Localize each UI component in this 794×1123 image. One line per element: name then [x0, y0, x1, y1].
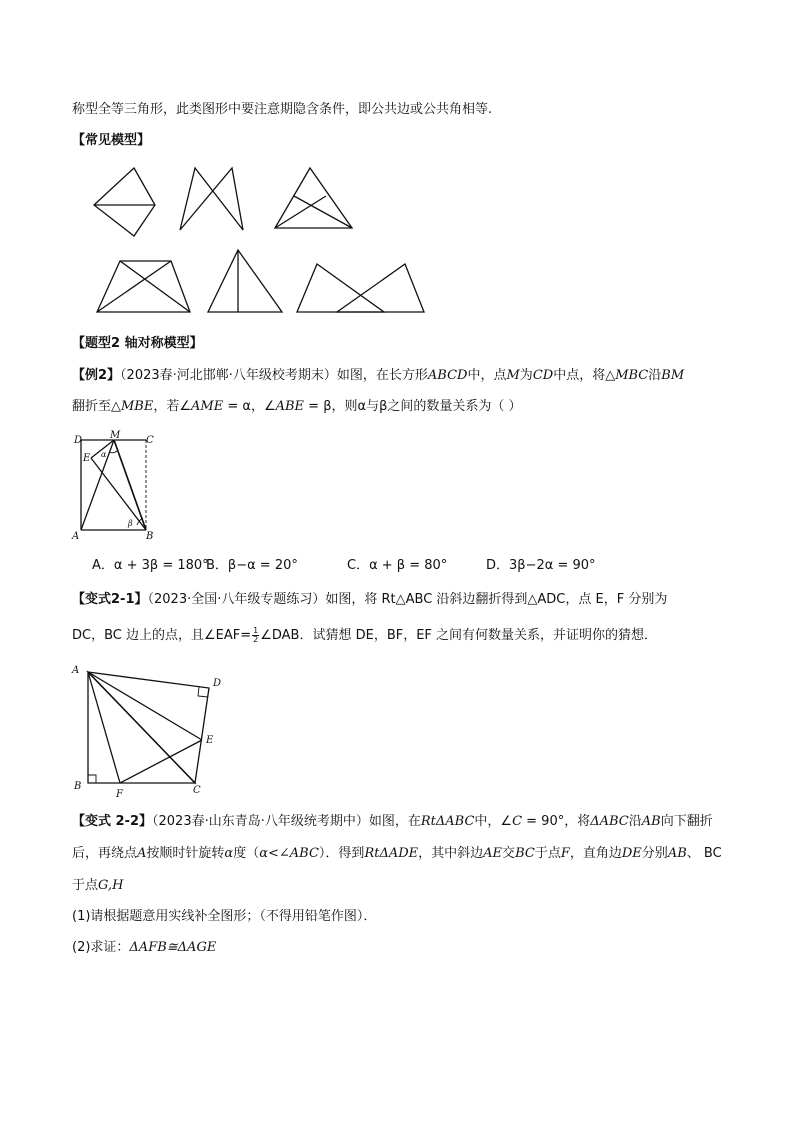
label-B: B [146, 531, 154, 542]
variant22-line3: 于点G,H [72, 878, 124, 893]
example2-line1: 【例2】（2023春·河北邯郸·八年级校考期末）如图，在长方形ABCD中，点M为CD中点，将△MBC沿BM [72, 368, 685, 383]
label-E2: E [206, 735, 214, 746]
variant22-tag: 【变式 2-2】 [72, 814, 153, 829]
label-F2: F [116, 789, 123, 800]
common-models-header: 【常见模型】 [72, 133, 151, 148]
label-A: A [72, 531, 80, 542]
variant22-q2: (2)求证：ΔAFB≅ΔAGE [72, 940, 217, 955]
label-C: C [146, 435, 154, 446]
variant22-line2: 后，再绕点A按顺时针旋转α度（α<∠ABC）．得到RtΔADE，其中斜边AE交BC于点F，直角边DE分别AB、 BC [72, 846, 722, 861]
variant22-q1: (1)请根据题意用实线补全图形；（不得用铅笔作图）． [72, 909, 377, 924]
option-b: B．β−α = 20° [206, 558, 298, 573]
option-a: A．α + 3β = 180° [92, 558, 209, 573]
option-c: C．α + β = 80° [347, 558, 448, 573]
label-beta: β [128, 519, 133, 528]
label-D2: D [213, 678, 222, 689]
variant21-tag: 【变式2-1】 [72, 592, 148, 607]
label-A2: A [72, 665, 80, 676]
intro-text: 称型全等三角形，此类图形中要注意期隐含条件，即公共边或公共角相等. [72, 102, 493, 117]
label-E: E [83, 453, 91, 464]
variant22-line1: 【变式 2-2】（2023春·山东青岛·八年级统考期中）如图，在RtΔABC中，∠C = 90°，将ΔABC沿AB向下翻折 [72, 814, 713, 829]
variant21-line1: 【变式2-1】（2023·全国·八年级专题练习）如图，将 Rt△ABC 沿斜边翻折得到△ADC，点 E，F 分别为 [72, 592, 668, 607]
label-D: D [74, 435, 83, 446]
label-B2: B [74, 781, 82, 792]
variant21-line2: DC，BC 边上的点，且∠EAF= $\frac{1}{2}$ ∠DAB．试猜想 DE，BF，EF 之间有何数量关系，并证明你的猜想． [72, 626, 658, 644]
topic2-header: 【题型2 轴对称模型】 [72, 336, 203, 351]
fraction-half: $\frac{1}{2}$ [253, 626, 259, 644]
example2-tag: 【例2】 [72, 368, 121, 383]
label-M: M [110, 430, 121, 441]
option-d: D．3β−2α = 90° [486, 558, 596, 573]
label-C2: C [193, 785, 201, 796]
example2-line2: 翻折至△MBE，若∠AME = α，∠ABE = β，则α与β之间的数量关系为（ ） [72, 399, 522, 414]
label-alpha: α [101, 450, 107, 459]
